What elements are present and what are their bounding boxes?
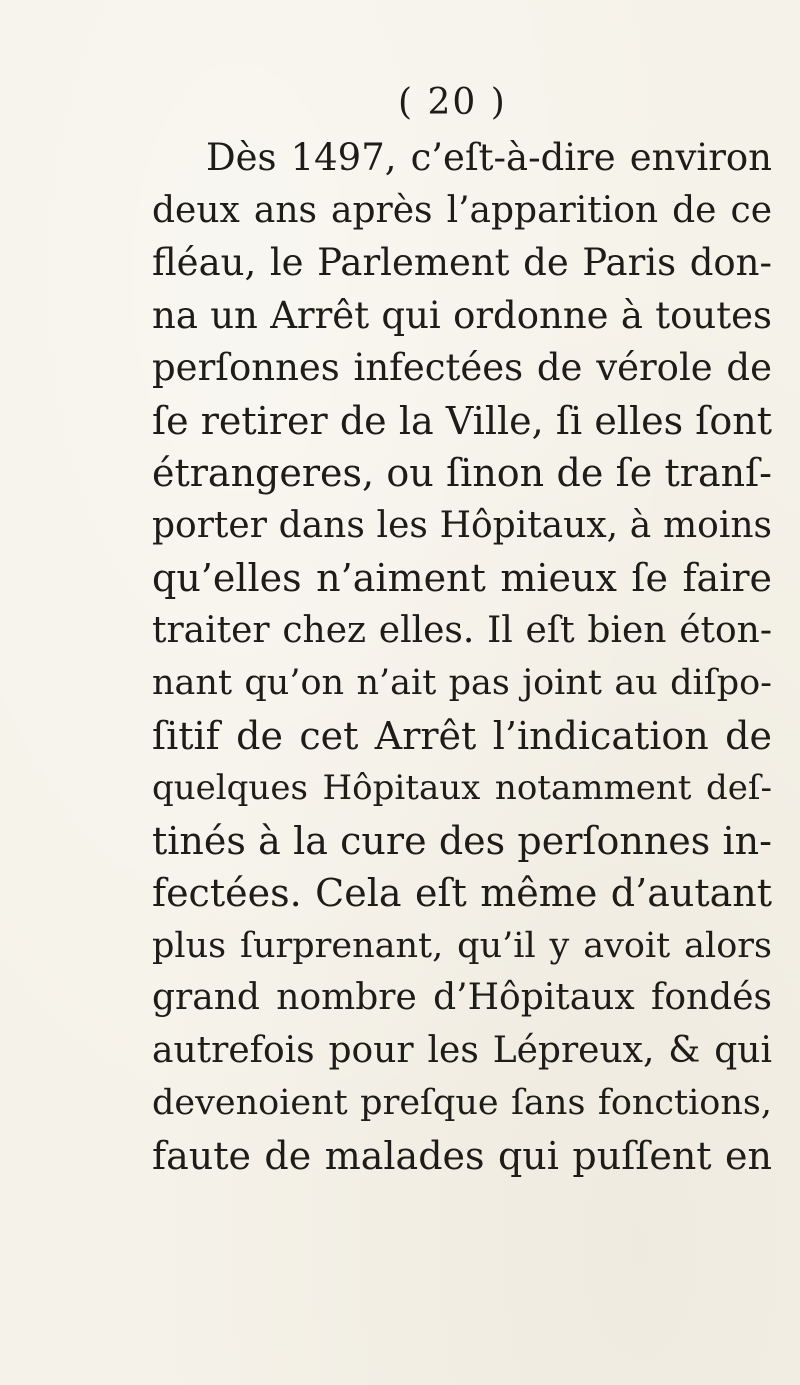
text-line: fectées. Cela eſt même d’autant	[152, 871, 772, 915]
text-line: traiter chez elles. Il eſt bien éton-	[152, 609, 772, 651]
text-line: deux ans après l’apparition de ce	[152, 189, 772, 231]
text-line: Dès 1497, c’eſt-à-dire environ	[206, 136, 772, 179]
body-text	[152, 132, 772, 1182]
text-line: quelques Hôpitaux notamment deſ-	[152, 768, 772, 808]
text-line: ſitif de cet Arrêt l’indication de	[152, 713, 772, 758]
text-line: plus ſurprenant, qu’il y avoit alors	[152, 925, 772, 966]
text-line: na un Arrêt qui ordonne à toutes	[152, 293, 772, 337]
page-number: ( 20 )	[398, 82, 507, 123]
text-line: ſe retirer de la Ville, ſi elles ſont	[152, 398, 772, 443]
text-line: devenoient preſque ſans fonctions,	[152, 1083, 772, 1123]
text-line: étrangeres, ou ſinon de ſe tranſ-	[152, 451, 772, 495]
text-line: perſonnes infectées de vérole de	[152, 346, 772, 389]
text-line: nant qu’on n’ait pas joint au diſpo-	[152, 663, 772, 703]
text-line: faute de malades qui puſſent en	[152, 1133, 772, 1178]
text-line: grand nombre d’Hôpitaux fondés	[152, 977, 772, 1018]
text-line: fléau, le Parlement de Paris don-	[152, 241, 772, 284]
text-line: autrefois pour les Lépreux, & qui	[152, 1029, 772, 1071]
text-line: porter dans les Hôpitaux, à moins	[152, 504, 772, 546]
text-line: tinés à la cure des perſonnes in-	[152, 818, 772, 863]
text-line: qu’elles n’aiment mieux ſe faire	[152, 556, 772, 600]
